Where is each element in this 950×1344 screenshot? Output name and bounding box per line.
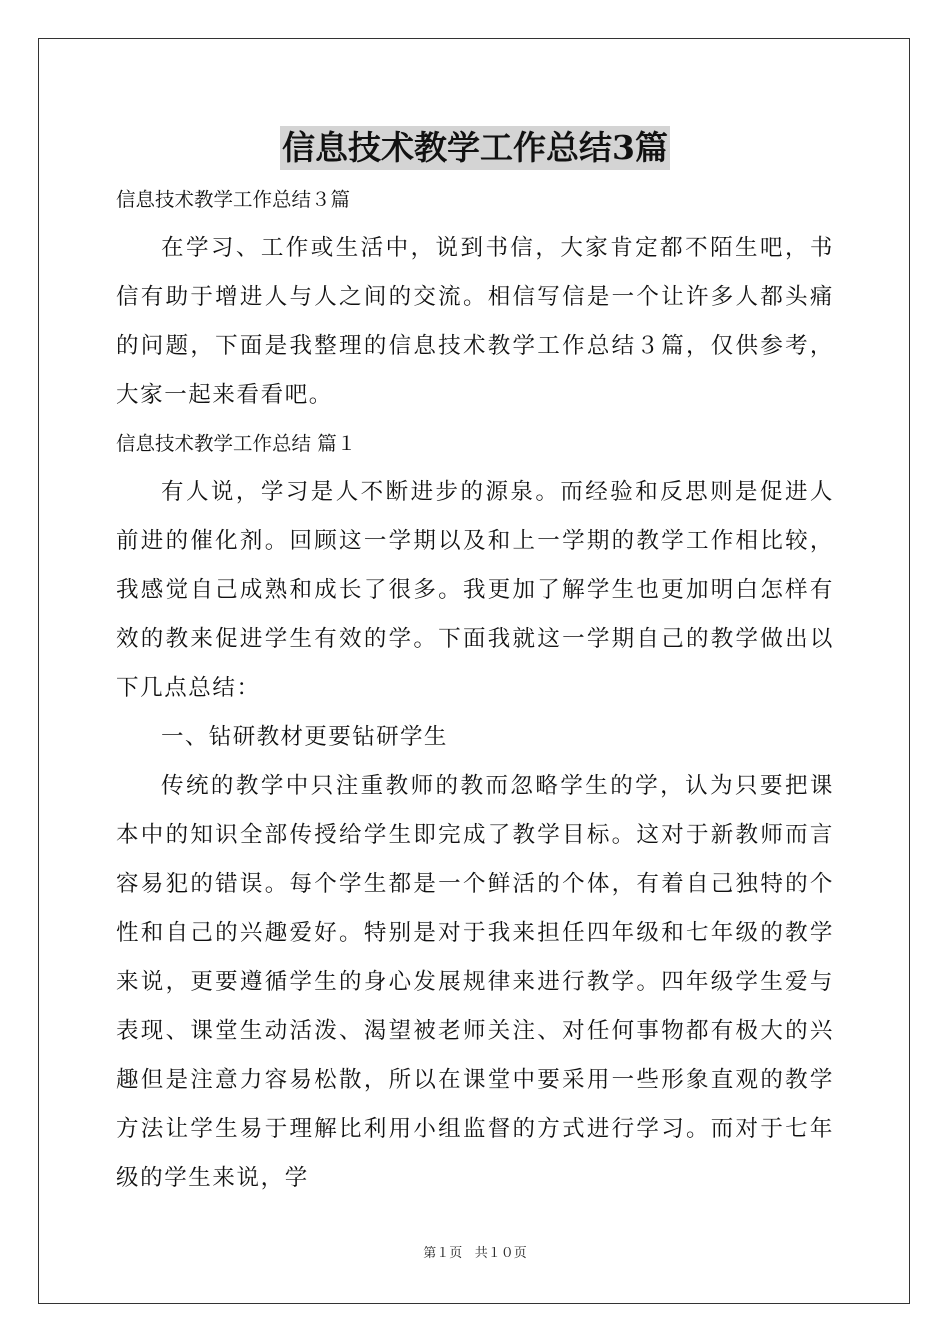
body-paragraph: 有人说，学习是人不断进步的源泉。而经验和反思则是促进人前进的催化剂。回顾这一学期以及和上一学期的教学工作相比较，我感觉自己成熟和成长了很多。我更加了解学生也更加明白怎样有效的教来促进学生有效的学。下面我就这一学期自己的教学做出以下几点总结： — [116, 479, 834, 701]
page-footer — [0, 1244, 950, 1264]
document-body — [116, 176, 834, 1203]
section-heading: 信息技术教学工作总结 篇１ — [116, 432, 357, 455]
total-pages: 共１０页 — [474, 1246, 527, 1261]
intro-paragraph: 在学习、工作或生活中，说到书信，大家肯定都不陌生吧，书信有助于增进人与人之间的交流。相信写信是一个让许多人都头痛的问题，下面是我整理的信息技术教学工作总结３篇，仅供参考，大家一起来看看吧。 — [116, 235, 834, 408]
point-heading: 一、钻研教材更要钻研学生 — [161, 724, 448, 750]
footer-gap — [462, 1246, 474, 1261]
title-container — [0, 126, 950, 170]
page-number: 第１页 — [423, 1246, 463, 1261]
document-title: 信息技术教学工作总结3篇 — [280, 126, 670, 170]
body-paragraph: 传统的教学中只注重教师的教而忽略学生的学，认为只要把课本中的知识全部传授给学生即完成了教学目标。这对于新教师而言容易犯的错误。每个学生都是一个鲜活的个体，有着自己独特的个性和自己的兴趣爱好。特别是对于我来担任四年级和七年级的教学来说，更要遵循学生的身心发展规律来进行教学。四年级学生爱与表现、课堂生动活泼、渴望被老师关注、对任何事物都有极大的兴趣但是注意力容易松散，所以在课堂中要采用一些形象直观的教学方法让学生易于理解比利用小组监督的方式进行学习。而对于七年级的学生来说，学 — [116, 773, 834, 1191]
document-subtitle: 信息技术教学工作总结３篇 — [116, 188, 351, 211]
